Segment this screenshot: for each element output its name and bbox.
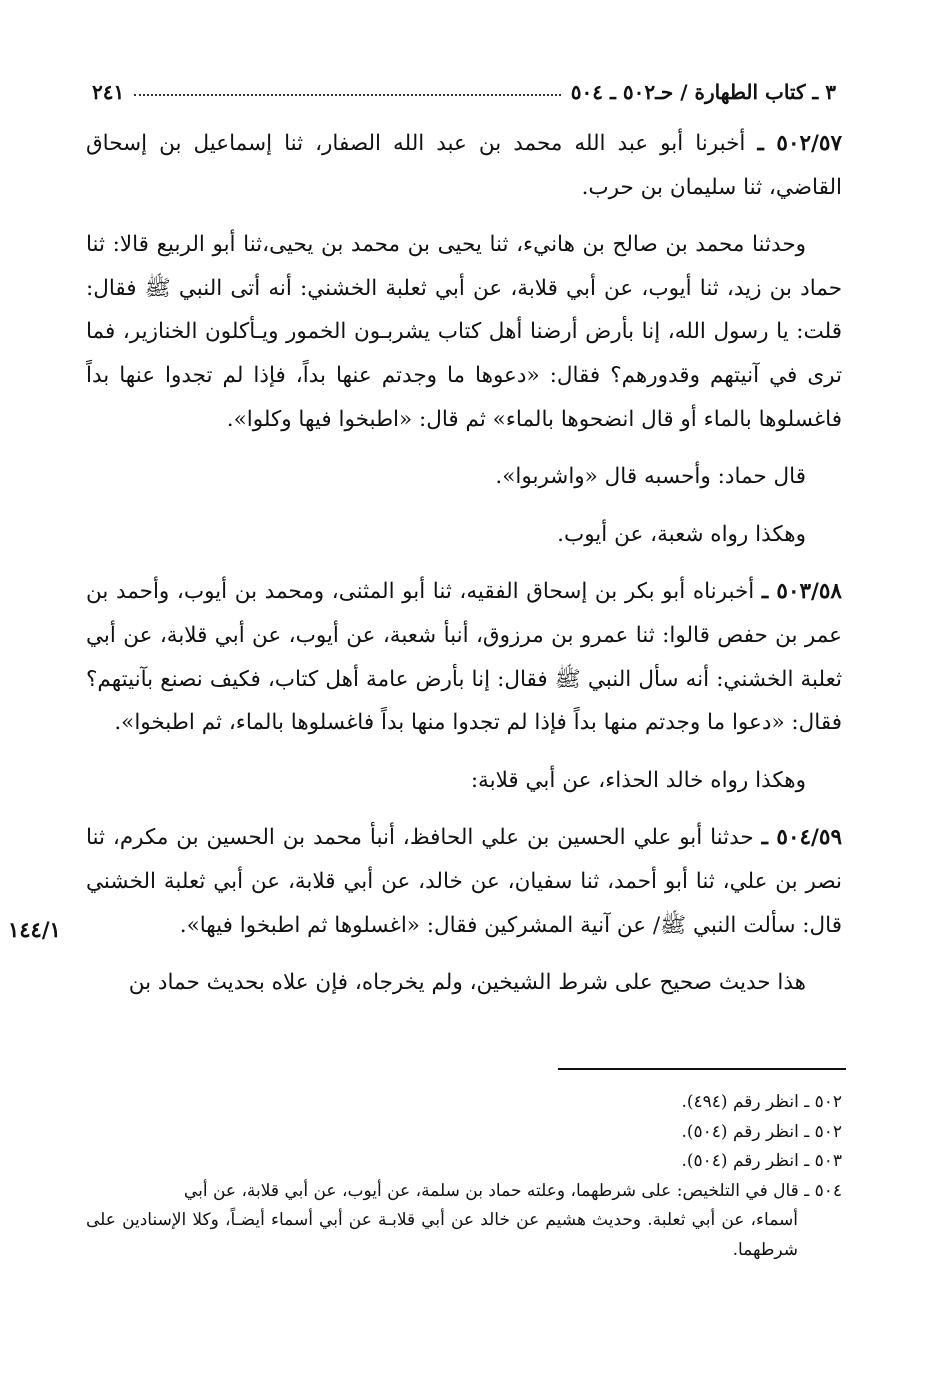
closing-remark: هذا حديث صحيح على شرط الشيخين، ولم يخرجاه، فإن علاه بحديث حماد بن	[128, 970, 806, 996]
page-number: ٢٤١	[92, 80, 125, 104]
hadith-504-number: ٥٠٤/٥٩ ـ	[761, 825, 842, 851]
hadith-504-text: حدثنا أبو علي الحسين بن علي الحافظ، أنبأ محمد بن الحسين بن مكرم، ثنا نصر بن علي، ثنا أبو أحمد، ثنا سفيان، عن خالد، عن أبي قلابة، عن أبي ثعلبة الخشني قال: سألت النبي ﷺ/ عن آنية المشركين فقال: «اغسلوها ثم اطبخوا فيها».	[86, 825, 842, 938]
hadith-503-number: ٥٠٣/٥٨ ـ	[761, 579, 842, 605]
footnote-503: ٥٠٣ ـ انظر رقم (٥٠٤).	[681, 1151, 842, 1171]
hadith-502	[86, 122, 842, 209]
hadith-502-text: أخبرنا أبو عبد الله محمد بن عبد الله الصفار، ثنا إسماعيل بن إسحاق القاضي، ثنا سليمان بن حرب.	[86, 131, 842, 200]
footnote-504-lead: ٥٠٤ ـ قال في التلخيص: على شرطهما، وعلته حماد بن سلمة، عن أيوب، عن أبي قلابة، عن أبي	[183, 1180, 842, 1201]
footnote-502a: ٥٠٢ ـ انظر رقم (٤٩٤).	[681, 1092, 842, 1112]
footnotes	[86, 1088, 842, 1265]
shuba-note: وهكذا رواه شعبة، عن أيوب.	[557, 521, 806, 547]
hadith-502-chain2: وحدثنا محمد بن صالح بن هانيء، ثنا يحيى بن محمد بن يحيى،ثنا أبو الربيع قالا: ثنا حماد بن زيد، ثنا أيوب، عن أبي قلابة، عن أبي ثعلبة الخشني: أنه أتى النبي ﷺ فقال: قلت: يا رسول الله، إنا بأرض أرضنا أهل كتاب يشربـون الخمور ويـأكلون الخنازير، فما ترى في آنيتهم وقدورهم؟ فقال: «دعوها ما وجدتم عنها بداً، فإذا لم تجدوا عنها بداً فاغسلوها بالماء أو قال انضحوها بالماء» ثم قال: «اطبخوا فيها وكلوا».	[86, 232, 842, 432]
khalid-note: وهكذا رواه خالد الحذاء، عن أبي قلابة:	[470, 767, 806, 793]
footnote-504	[86, 1177, 842, 1207]
footnote-separator	[558, 1068, 846, 1070]
main-text	[86, 122, 842, 1005]
hadith-502-number: ٥٠٢/٥٧ ـ	[757, 131, 842, 156]
running-header	[92, 64, 836, 104]
hadith-503	[86, 570, 842, 744]
hadith-504	[86, 816, 842, 947]
hadith-503-text: أخبرناه أبو بكر بن إسحاق الفقيه، ثنا أبو المثنى، ومحمد بن أيوب، وأحمد بن عمر بن حفص قالوا: ثنا عمرو بن مرزوق، أنبأ شعبة، عن أيوب، عن أبي قلابة، عن أبي ثعلبة الخشني: أنه سأل النبي ﷺ فقال: إنا بأرض عامة أهل كتاب، فكيف نصنع بآنيتهم؟ فقال: «دعوا ما وجدتم منها بداً فإذا لم تجدوا منها بداً فاغسلوها بالماء، ثم اطبخوا».	[86, 579, 842, 736]
hammad-note: قال حماد: وأحسبه قال «واشربوا».	[495, 464, 806, 490]
footnote-502b: ٥٠٢ ـ انظر رقم (٥٠٤).	[681, 1121, 842, 1142]
dotted-leader	[134, 93, 561, 96]
margin-reference: ١٤٤/١	[8, 917, 61, 942]
running-title: ٣ ـ كتاب الطهارة / حـ٥٠٢ ـ ٥٠٤	[570, 80, 836, 104]
footnote-504-continuation: أسماء، عن أبي ثعلبة. وحديث هشيم عن خالد عن أبي قلابـة عن أبي أسماء أيضـاً، وكلا الإسنادين على شرطهما.	[86, 1210, 798, 1260]
